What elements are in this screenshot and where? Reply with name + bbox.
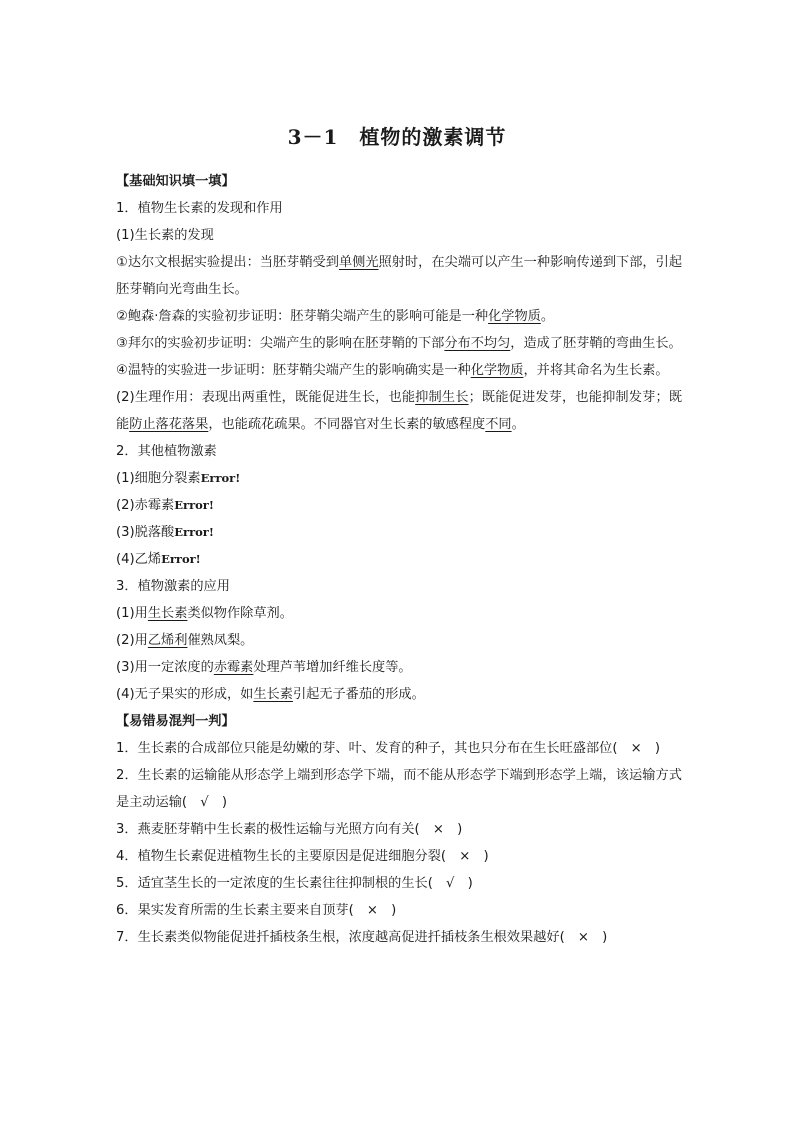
darwin-text-b: 照射时，在尖端可以产生一种影响传递到下部，引起胚芽鞘向光弯曲生长。 [116,255,683,297]
judge-text: 4．植物生长素促进植物生长的主要原因是促进细胞分裂( [116,849,447,864]
judge-close: ) [391,903,397,918]
judge-mark: × [564,930,603,945]
hormone-ethylene: (4)乙烯 [116,552,162,567]
judge-item [116,870,682,897]
judge-text: 6．果实发育所需的生长素主要来自顶芽( [116,903,354,918]
application-item [116,681,682,708]
hormone-gibberellin: (2)赤霉素 [116,498,175,513]
judge-mark: × [617,741,655,756]
judge-item [116,762,682,816]
judge-text: 3．燕麦胚芽鞘中生长素的极性运输与光照方向有关( [116,822,420,837]
judge-text: 7．生长素类似物能促进扦插枝条生根，浓度越高促进扦插枝条生根效果越好( [116,930,565,945]
judge-item [116,843,682,870]
application-text: (1)用 [116,606,148,621]
document-body [116,168,682,951]
application-item [116,627,682,654]
application-answer: 赤霉素 [213,660,254,675]
judge-close: ) [483,849,489,864]
application-text: 催熟凤梨。 [187,633,254,648]
error-placeholder: Error! [161,552,201,566]
judge-mark: × [353,903,392,918]
function-answer-2: 防止落花落果 [129,417,209,432]
section-3-heading: 3．植物激素的应用 [116,579,230,594]
darwin-text-a: ①达尔文根据实验提出：当胚芽鞘受到 [116,255,339,270]
paal-answer: 分布不均匀 [444,336,511,351]
judge-mark: × [419,822,458,837]
application-text: (2)用 [116,633,148,648]
judge-heading: 【易错易混判一判】 [116,714,235,729]
discovery-paal [116,330,682,357]
error-placeholder: Error! [200,471,241,485]
function-answer-1: 抑制生长 [415,390,469,405]
discovery-boysen-jensen [116,303,682,330]
section-1-heading: 1．植物生长素的发现和作用 [116,201,283,216]
darwin-answer: 单侧光 [338,255,379,270]
page-title: 3－1 植物的激素调节 [287,125,507,149]
application-text: 处理芦苇增加纤维长度等。 [253,660,412,675]
hormone-item [116,546,682,573]
application-item [116,654,682,681]
error-placeholder: Error! [174,525,214,539]
function-text-a: (2)生理作用：表现出两重性，既能促进生长，也能 [116,390,416,405]
application-text: 类似物作除草剂。 [187,606,293,621]
function-text-b: ；既能促进发芽，也能抑制发芽；既能 [116,390,683,432]
hormone-item [116,492,682,519]
hormone-item [116,519,682,546]
hormone-item [116,465,682,492]
judge-item [116,924,682,951]
function-text-d: 。 [511,417,525,432]
judge-text: 1．生长素的合成部位只能是幼嫩的芽、叶、发育的种子，其也只分布在生长旺盛部位( [116,741,618,756]
hormone-abscisic-acid: (3)脱落酸 [116,525,175,540]
judge-close: ) [457,822,463,837]
judge-mark: √ [432,876,468,891]
jensen-answer: 化学物质 [488,309,541,324]
discovery-darwin [116,249,682,303]
application-text: (4)无子果实的形成，如 [116,687,254,702]
went-text-b: ，并将其命名为生长素。 [523,363,669,378]
judge-close: ) [602,930,608,945]
application-answer: 乙烯利 [147,633,188,648]
judge-text: 2．生长素的运输能从形态学上端到形态学下端，而不能从形态学下端到形态学上端，该运输方式是主动运输( [116,768,682,810]
section-2-heading: 2．其他植物激素 [116,444,217,459]
went-answer: 化学物质 [470,363,524,378]
basic-knowledge-heading: 【基础知识填一填】 [116,174,235,189]
judge-close: ) [467,876,473,891]
judge-text: 5．适宜茎生长的一定浓度的生长素往往抑制根的生长( [116,876,433,891]
judge-item [116,816,682,843]
application-text: (3)用一定浓度的 [116,660,214,675]
function-text-c: ，也能疏花疏果。不同器官对生长素的敏感程度 [208,417,486,432]
judge-item [116,897,682,924]
paal-text-b: ，造成了胚芽鞘的弯曲生长。 [510,336,682,351]
went-text-a: ④温特的实验进一步证明：胚芽鞘尖端产生的影响确实是一种 [116,363,471,378]
jensen-text-a: ②鲍森·詹森的实验初步证明：胚芽鞘尖端产生的影响可能是一种 [116,309,489,324]
judge-item [116,735,682,762]
paal-text-a: ③拜尔的实验初步证明：尖端产生的影响在胚芽鞘的下部 [116,336,445,351]
subsection-discovery: (1)生长素的发现 [116,228,214,243]
application-text: 引起无子番茄的形成。 [292,687,425,702]
judge-close: ) [654,741,661,756]
application-item [116,600,682,627]
judge-mark: × [446,849,484,864]
error-placeholder: Error! [174,498,214,512]
function-answer-3: 不同 [485,417,512,432]
judge-mark: √ [187,795,222,810]
hormone-cytokinin: (1)细胞分裂素 [116,471,201,486]
judge-close: ) [221,795,228,810]
discovery-went [116,357,682,384]
physiological-function [116,384,682,438]
application-answer: 生长素 [147,606,188,621]
application-answer: 生长素 [253,687,293,702]
jensen-text-b: 。 [540,309,555,324]
